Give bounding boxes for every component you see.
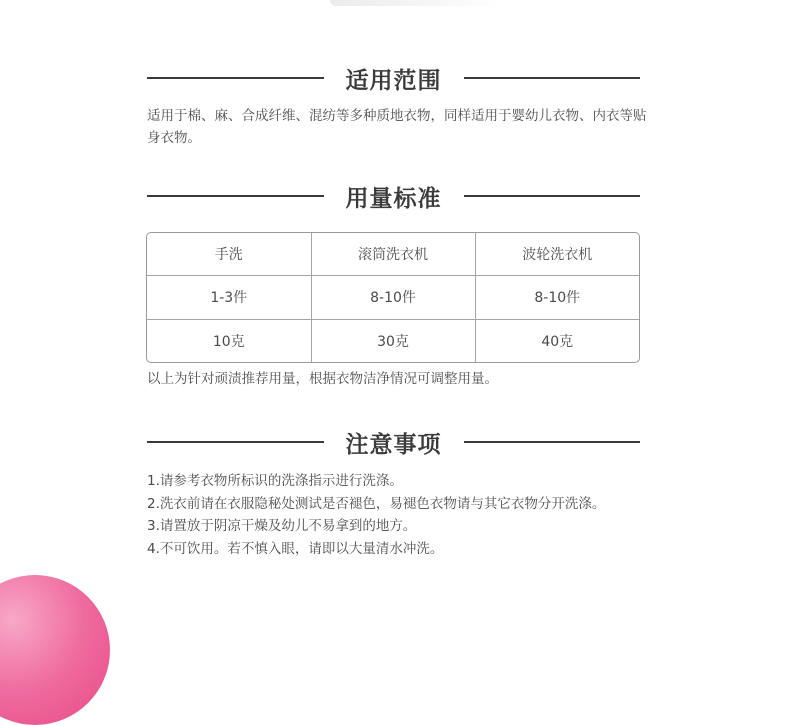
decorative-pink-circle [0,575,110,725]
heading-rule-right [464,441,641,443]
list-item: 1.请参考衣物所标识的洗涤指示进行洗涤。 [147,473,403,489]
scope-heading [147,60,640,96]
scope-heading-title: 适用范围 [345,67,442,94]
column-header-hand-wash: 手洗 [147,233,311,276]
list-item: 2.洗衣前请在衣服隐秘处测试是否褪色，易褪色衣物请与其它衣物分开洗涤。 [147,495,606,512]
table-row [147,319,639,362]
table-header-row [147,233,639,276]
dosage-footnote: 以上为针对顽渍推荐用量，根据衣物洁净情况可调整用量。 [147,371,498,387]
heading-rule-right [464,77,641,79]
dosage-heading [147,178,640,214]
table-cell: 10克 [147,319,311,362]
table-cell: 8-10件 [475,276,639,320]
column-header-pulsator-washer: 波轮洗衣机 [475,233,639,276]
table-row [147,276,639,320]
dosage-table [146,232,640,363]
scope-text: 适用于棉、麻、合成纤维、混纺等多种质地衣物，同样适用于婴幼儿衣物、内衣等贴身衣物。 [147,108,647,146]
table-cell: 8-10件 [311,276,475,320]
list-item: 3.请置放于阴凉干燥及幼儿不易拿到的地方。 [147,518,417,534]
heading-rule-right [464,195,641,197]
table-cell: 40克 [475,319,639,362]
heading-rule-left [147,195,324,197]
column-header-drum-washer: 滚筒洗衣机 [311,233,475,276]
table-cell: 1-3件 [147,276,311,320]
list-item: 4.不可饮用。若不慎入眼，请即以大量清水冲洗。 [147,540,444,557]
table-cell: 30克 [311,319,475,362]
dosage-heading-title: 用量标准 [345,185,442,212]
notice-list [147,470,667,560]
top-decoration [330,0,500,6]
heading-rule-left [147,441,324,443]
notice-heading-title: 注意事项 [345,431,442,458]
heading-rule-left [147,77,324,79]
notice-heading [147,424,640,460]
